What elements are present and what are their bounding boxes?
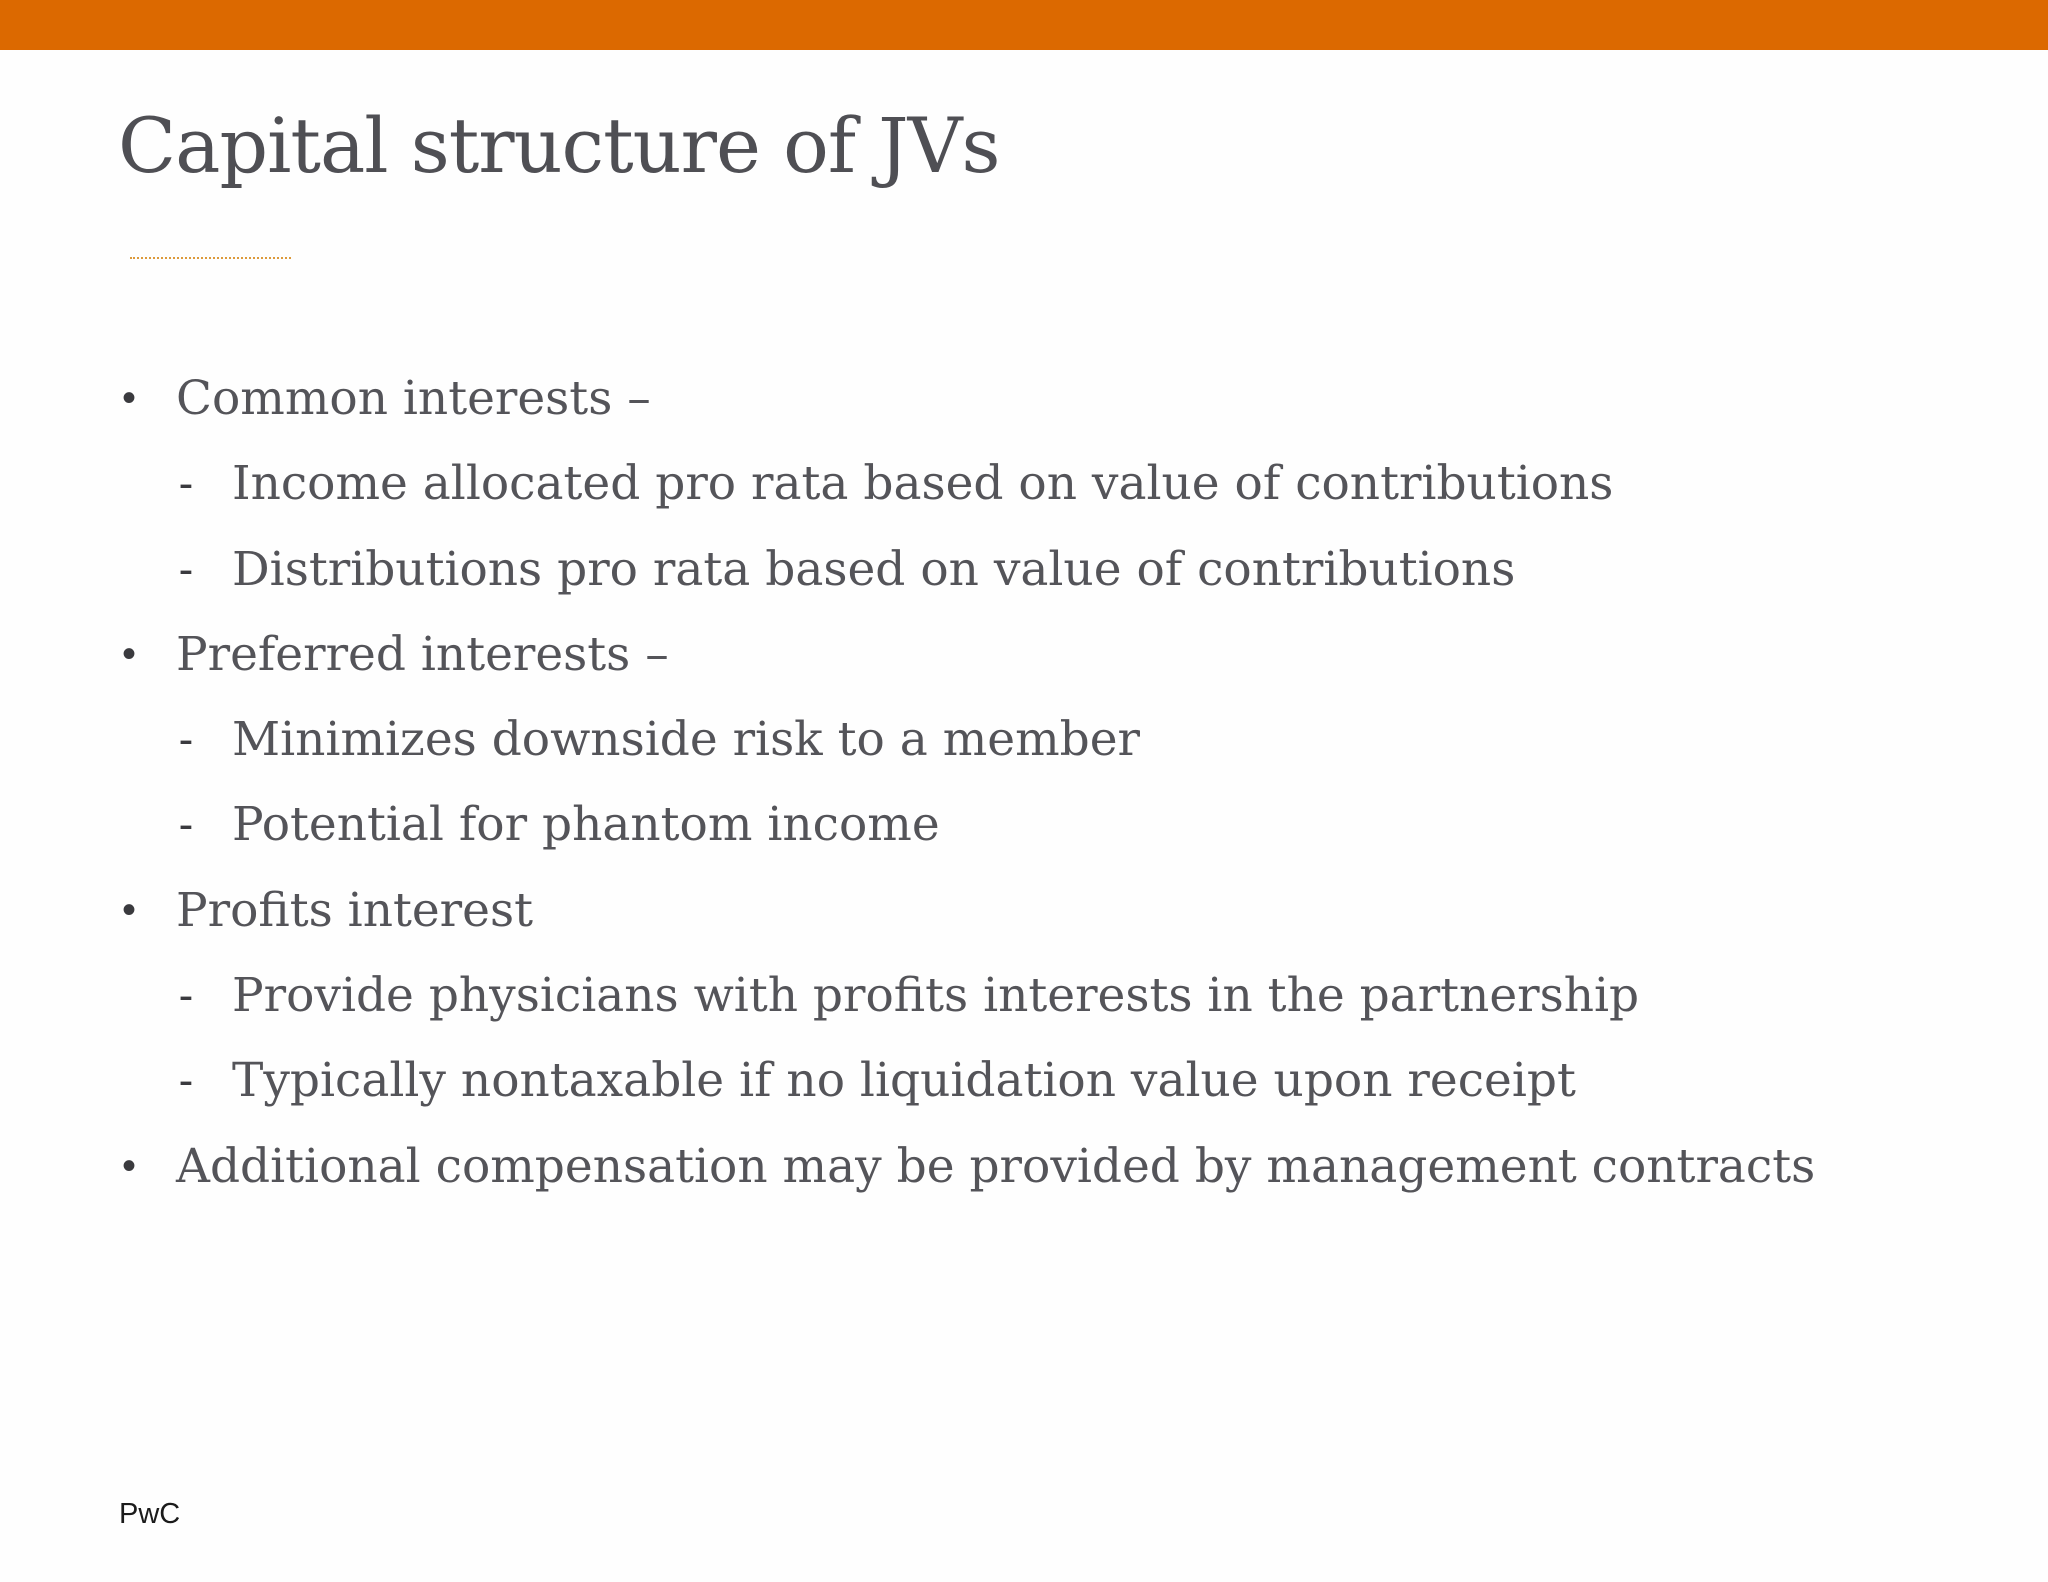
dash-marker-icon: - bbox=[178, 459, 194, 509]
bullet-preferred-interests bbox=[118, 612, 1998, 697]
dash-marker-icon: - bbox=[178, 1056, 194, 1106]
bullet-text: Common interests – bbox=[176, 371, 651, 426]
sub-bullet-text: Minimizes downside risk to a member bbox=[232, 712, 1141, 768]
dash-marker-icon: - bbox=[178, 544, 194, 594]
dash-marker-icon: - bbox=[178, 715, 194, 765]
dash-marker-icon: - bbox=[178, 800, 194, 850]
dash-marker-icon: - bbox=[178, 971, 194, 1021]
sub-bullet-text: Provide physicians with profits interests in the partnership bbox=[232, 968, 1640, 1024]
slide-title: Capital structure of JVs bbox=[118, 101, 1000, 190]
top-accent-bar bbox=[0, 0, 2048, 50]
bullet-list bbox=[118, 356, 1998, 1209]
bullet-dot-icon: • bbox=[121, 631, 136, 676]
bullet-text: Profits interest bbox=[176, 882, 533, 938]
sub-bullet-nontaxable bbox=[118, 1038, 1998, 1123]
bullet-profits-interest bbox=[118, 868, 1998, 953]
sub-bullet-income-allocated bbox=[118, 441, 1998, 526]
bullet-common-interests bbox=[118, 356, 1998, 441]
sub-bullet-phantom-income bbox=[118, 782, 1998, 867]
sub-bullet-minimizes-risk bbox=[118, 697, 1998, 782]
sub-bullet-distributions bbox=[118, 527, 1998, 612]
footer-brand: PwC bbox=[119, 1498, 181, 1530]
bullet-dot-icon: • bbox=[121, 376, 136, 420]
sub-bullet-text: Distributions pro rata based on value of contributions bbox=[232, 541, 1516, 597]
sub-bullet-provide-physicians bbox=[118, 953, 1998, 1038]
bullet-dot-icon: • bbox=[121, 887, 136, 932]
bullet-text: Preferred interests – bbox=[176, 626, 669, 682]
sub-bullet-text: Typically nontaxable if no liquidation value upon receipt bbox=[232, 1053, 1576, 1109]
title-underline-divider bbox=[130, 257, 291, 259]
bullet-additional-compensation bbox=[118, 1124, 1998, 1209]
bullet-dot-icon: • bbox=[121, 1143, 136, 1188]
bullet-text: Additional compensation may be provided by management contracts bbox=[176, 1138, 1816, 1194]
sub-bullet-text: Income allocated pro rata based on value of contributions bbox=[232, 456, 1614, 512]
sub-bullet-text: Potential for phantom income bbox=[232, 797, 940, 853]
